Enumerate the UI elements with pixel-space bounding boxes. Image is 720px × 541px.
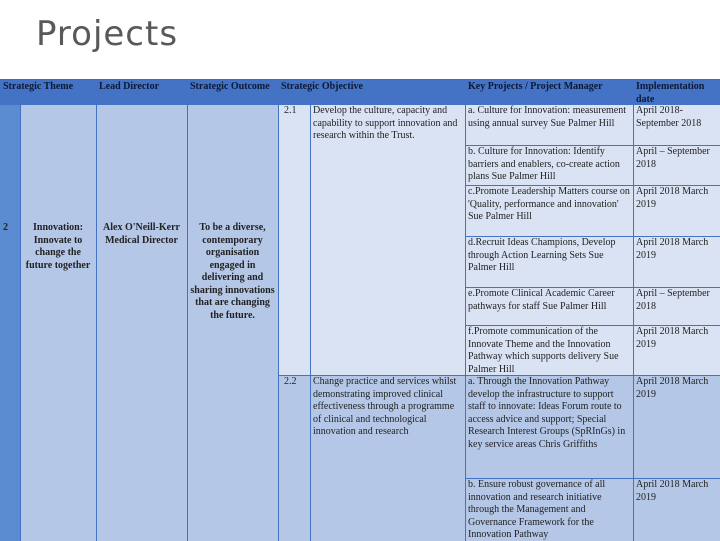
strategic-outcome: To be a diverse, contemporary organisation engaged in delivering and sharing innovations that are changing the future.: [190, 222, 275, 321]
row-number: 2: [3, 222, 8, 233]
lead-director-cell: [96, 104, 187, 541]
implementation-date: April 2018 March 2019: [636, 376, 709, 400]
header-strategic-outcome: Strategic Outcome: [187, 80, 278, 104]
row-divider: [465, 478, 720, 479]
objective-divider: [278, 375, 720, 376]
row-divider: [465, 236, 720, 237]
implementation-date: April – September 2018: [636, 146, 710, 170]
project-item: d.Recruit Ideas Champions, Develop through Action Learning Sets Sue Palmer Hill: [468, 237, 616, 273]
slide-title: Projects: [36, 14, 179, 54]
header-implementation-date: Implementation date: [633, 80, 720, 104]
header-key-projects: Key Projects / Project Manager: [465, 80, 633, 104]
column-divider: [20, 104, 21, 541]
project-item: f.Promote communication of the Innovate Theme and the Innovation Pathway which supports delivery Sue Palmer Hill: [468, 326, 619, 375]
row-divider: [465, 325, 720, 326]
strategic-outcome-cell: [187, 104, 278, 541]
implementation-date: April 2018-September 2018: [636, 105, 702, 129]
strategic-theme: Innovation: Innovate to change the future together: [25, 222, 91, 271]
row-number-cell: [0, 104, 20, 541]
column-divider: [310, 104, 311, 541]
implementation-date: April 2018 March 2019: [636, 326, 709, 350]
project-item: e.Promote Clinical Academic Career pathways for staff Sue Palmer Hill: [468, 288, 615, 312]
objective-text-2-1: Develop the culture, capacity and capability to support innovation and research within the Trust.: [313, 105, 458, 141]
header-strategic-objective: Strategic Objective: [278, 80, 465, 104]
implementation-date: April – September 2018: [636, 288, 710, 312]
column-divider: [633, 80, 634, 541]
row-divider: [465, 185, 720, 186]
row-divider: [465, 287, 720, 288]
project-item: b. Culture for Innovation: Identify barriers and enablers, co-create action plans Sue Palmer Hill: [468, 146, 620, 182]
project-item: a. Through the Innovation Pathway develop the infrastructure to support staff to innovate: Ideas Forum route to access advice and support; Special Research Interest Groups (SpRInGs) in key service areas Chris Griffiths: [468, 376, 626, 450]
objective-number-2-1: 2.1: [284, 105, 297, 116]
column-divider: [187, 80, 188, 541]
project-item: c.Promote Leadership Matters course on 'Quality, performance and innovation' Sue Palmer Hill: [468, 186, 630, 222]
implementation-date: April 2018 March 2019: [636, 237, 709, 261]
objective-text-2-2: Change practice and services whilst demonstrating improved clinical effectiveness through a programme of clinical and technological innovation and research: [313, 376, 457, 437]
objective-number-2-2: 2.2: [284, 376, 297, 387]
projects-table: [0, 79, 720, 541]
column-divider: [96, 80, 97, 541]
header-divider: [0, 104, 720, 105]
implementation-date: April 2018 March 2019: [636, 186, 709, 210]
strategic-theme-cell: [20, 104, 96, 541]
header-lead-director: Lead Director: [96, 80, 187, 104]
project-item: a. Culture for Innovation: measurement using annual survey Sue Palmer Hill: [468, 105, 627, 129]
project-item: b. Ensure robust governance of all innovation and research initiative through the Management and Governance Framework for the Innovation Pathway: [468, 479, 606, 540]
row-divider: [465, 145, 720, 146]
header-strategic-theme: Strategic Theme: [0, 80, 96, 104]
lead-director: Alex O'Neill-Kerr Medical Director: [103, 222, 180, 246]
column-divider: [278, 80, 279, 541]
implementation-date: April 2018 March 2019: [636, 479, 709, 503]
column-divider: [465, 80, 466, 541]
